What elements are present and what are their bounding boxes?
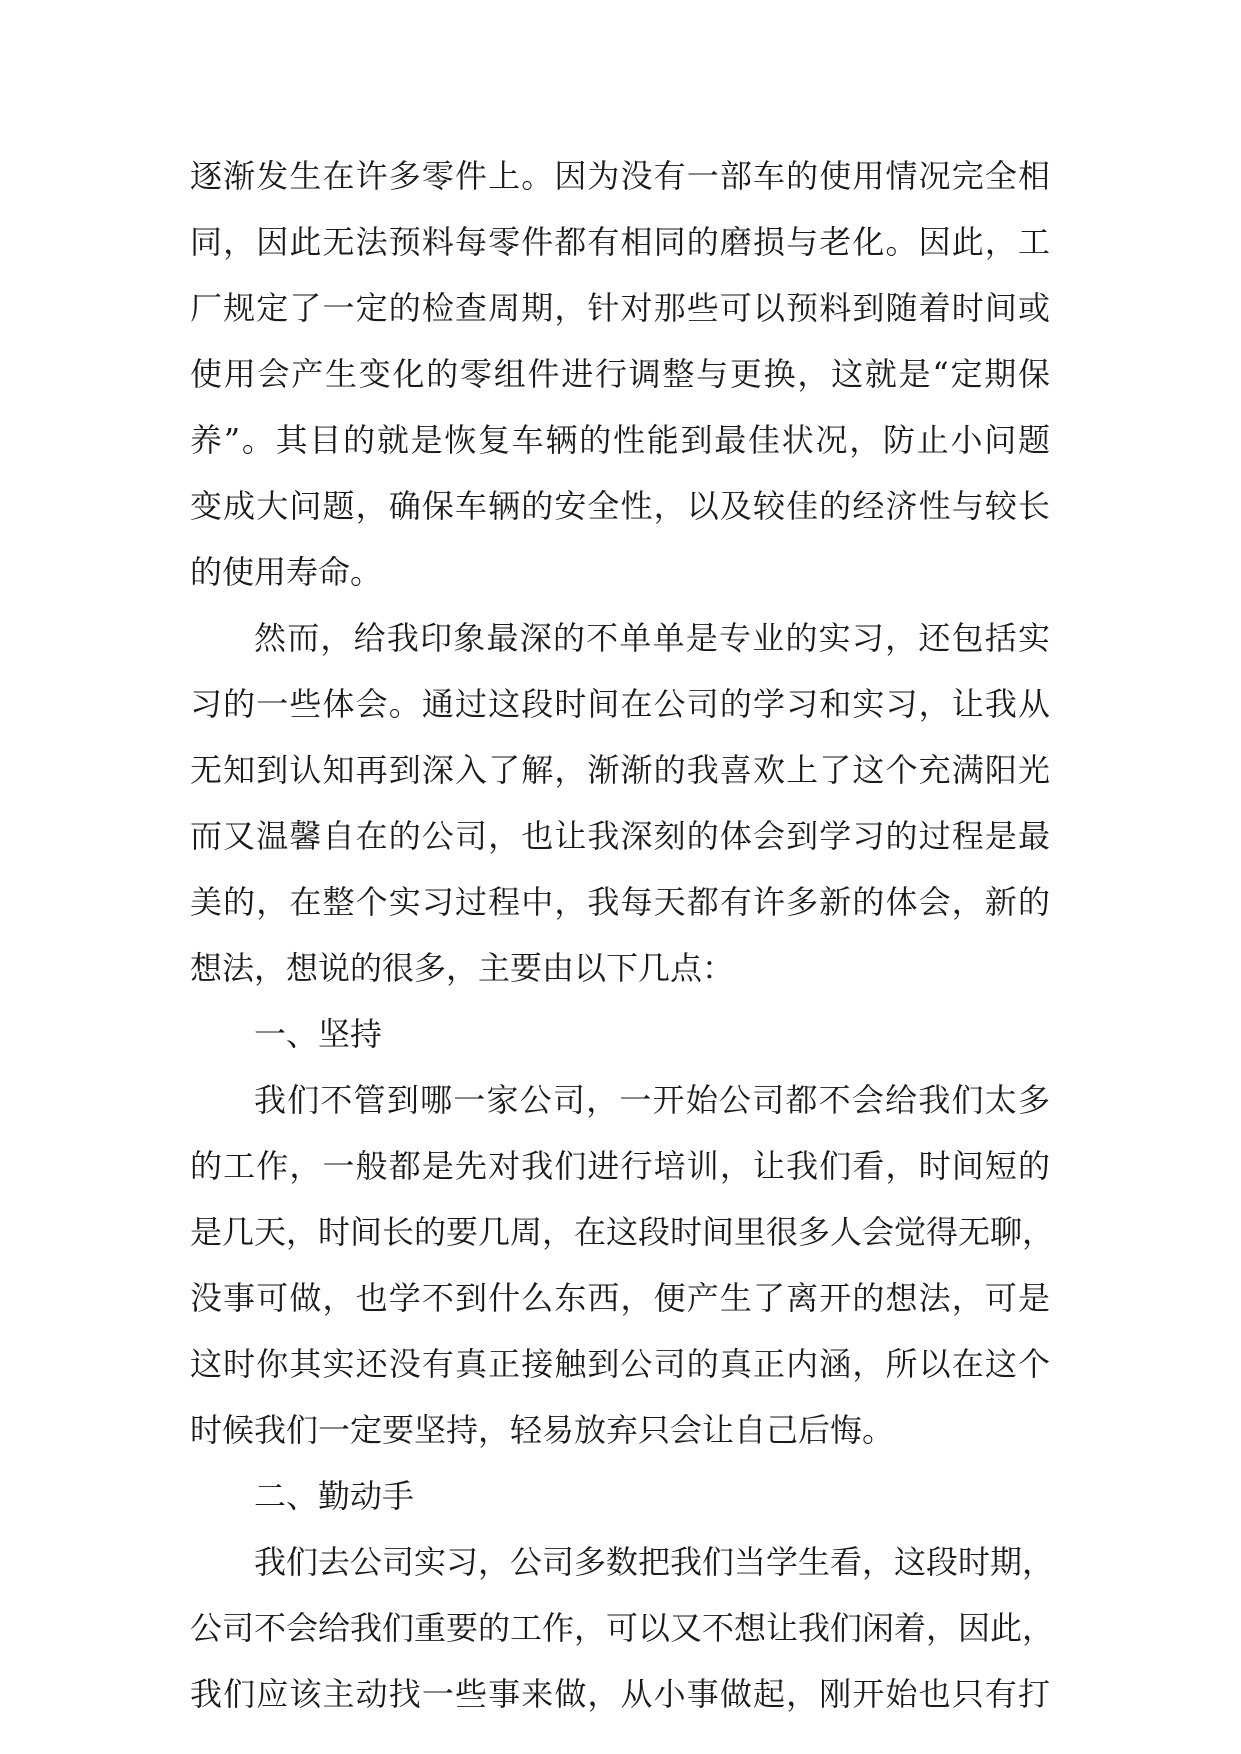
text-line: 是几天，时间长的要几周，在这段时间里很多人会觉得无聊，	[190, 1213, 1055, 1251]
text-line: 美的，在整个实习过程中，我每天都有许多新的体会，新的	[190, 883, 1050, 921]
text-line: 我们不管到哪一家公司，一开始公司都不会给我们太多	[254, 1081, 1050, 1119]
text-line: 想法，想说的很多，主要由以下几点：	[190, 949, 735, 987]
text-line: 没事可做，也学不到什么东西，便产生了离开的想法，可是	[190, 1279, 1050, 1317]
text-line: 同，因此无法预料每零件都有相同的磨损与老化。因此，工	[190, 223, 1050, 261]
text-line: 习的一些体会。通过这段时间在公司的学习和实习，让我从	[190, 685, 1050, 723]
text-line: 而又温馨自在的公司，也让我深刻的体会到学习的过程是最	[190, 817, 1050, 855]
text-line: 我们应该主动找一些事来做，从小事做起，刚开始也只有打	[190, 1675, 1050, 1713]
section-heading: 一、坚持	[254, 1015, 383, 1053]
text-line: 这时你其实还没有真正接触到公司的真正内涵，所以在这个	[190, 1345, 1050, 1383]
text-line: 然而，给我印象最深的不单单是专业的实习，还包括实	[254, 619, 1050, 657]
text-line: 无知到认知再到深入了解，渐渐的我喜欢上了这个充满阳光	[190, 751, 1050, 789]
text-line: 逐渐发生在许多零件上。因为没有一部车的使用情况完全相	[190, 157, 1050, 195]
text-line: 变成大问题，确保车辆的安全性，以及较佳的经济性与较长	[190, 487, 1050, 525]
text-line: 使用会产生变化的零组件进行调整与更换，这就是“定期保	[190, 355, 1050, 393]
text-line: 的使用寿命。	[190, 553, 383, 591]
text-line: 公司不会给我们重要的工作，可以又不想让我们闲着，因此，	[190, 1609, 1055, 1647]
text-line: 养”。其目的就是恢复车辆的性能到最佳状况，防止小问题	[190, 421, 1050, 459]
section-heading: 二、勤动手	[254, 1477, 415, 1515]
text-line: 厂规定了一定的检查周期，针对那些可以预料到随着时间或	[190, 289, 1050, 327]
text-line: 我们去公司实习，公司多数把我们当学生看，这段时期，	[254, 1543, 1055, 1581]
text-line: 的工作，一般都是先对我们进行培训，让我们看，时间短的	[190, 1147, 1050, 1185]
text-line: 时候我们一定要坚持，轻易放弃只会让自己后悔。	[190, 1411, 895, 1449]
